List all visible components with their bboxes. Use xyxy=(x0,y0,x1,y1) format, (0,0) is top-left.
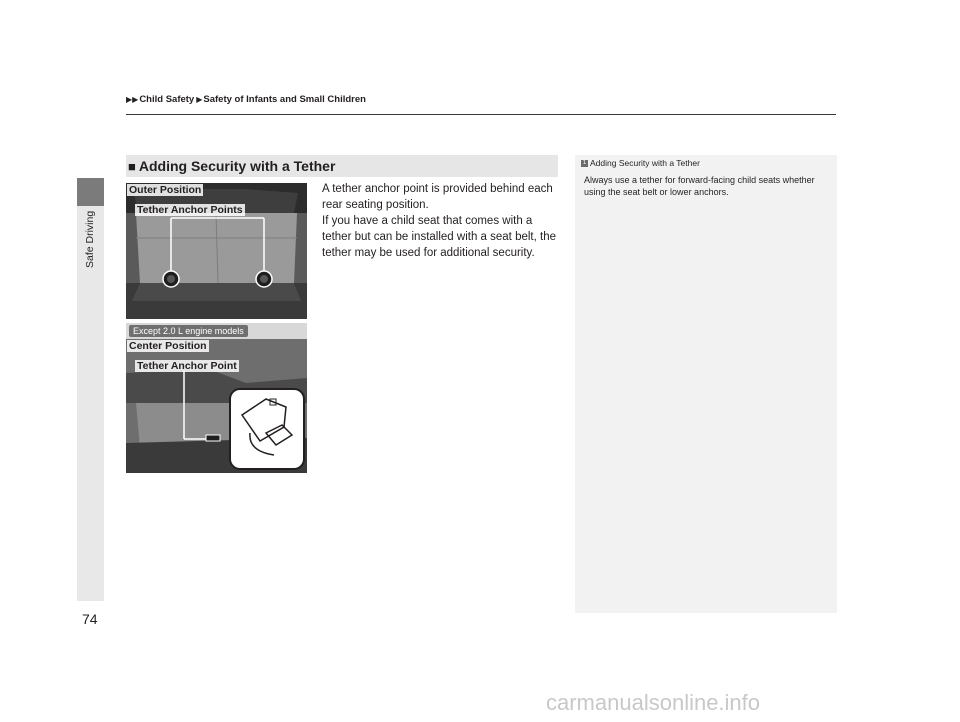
center-position-heading: Center Position xyxy=(129,340,207,352)
breadcrumb-chapter[interactable]: Child Safety xyxy=(139,94,195,105)
outer-position-heading: Outer Position xyxy=(129,184,202,196)
header-rule xyxy=(126,114,836,115)
breadcrumb xyxy=(126,94,366,105)
page-number: 74 xyxy=(82,611,98,627)
breadcrumb-section[interactable]: Safety of Infants and Small Children xyxy=(203,94,366,105)
note-info-icon: 1 xyxy=(582,160,587,167)
body-paragraph: If you have a child seat that comes with a tether but can be installed with a seat belt, the tether may be used for additional security. xyxy=(322,215,556,259)
watermark: carmanualsonline.info xyxy=(546,690,761,715)
arrow-icon: ▶ xyxy=(196,95,203,104)
chapter-tab xyxy=(77,178,104,206)
note-title-text: Adding Security with a Tether xyxy=(590,158,700,168)
double-arrow-icon: ▶▶ xyxy=(126,95,139,104)
model-applicability-tag: Except 2.0 L engine models xyxy=(129,325,248,337)
square-bullet-icon: ■ xyxy=(128,159,136,174)
note-panel xyxy=(575,155,837,613)
section-title: Adding Security with a Tether xyxy=(138,158,336,174)
sidebar-label: Safe Driving xyxy=(84,210,96,268)
note-text: Always use a tether for forward-facing child seats whether using the seat belt or lower anchors. xyxy=(584,175,815,197)
section-body xyxy=(322,181,560,261)
tether-anchor-points-callout: Tether Anchor Points xyxy=(137,204,243,216)
note-title xyxy=(581,158,700,168)
body-paragraph: A tether anchor point is provided behind each rear seating position. xyxy=(322,183,553,211)
tether-anchor-point-callout: Tether Anchor Point xyxy=(137,360,237,372)
section-heading xyxy=(126,155,558,177)
